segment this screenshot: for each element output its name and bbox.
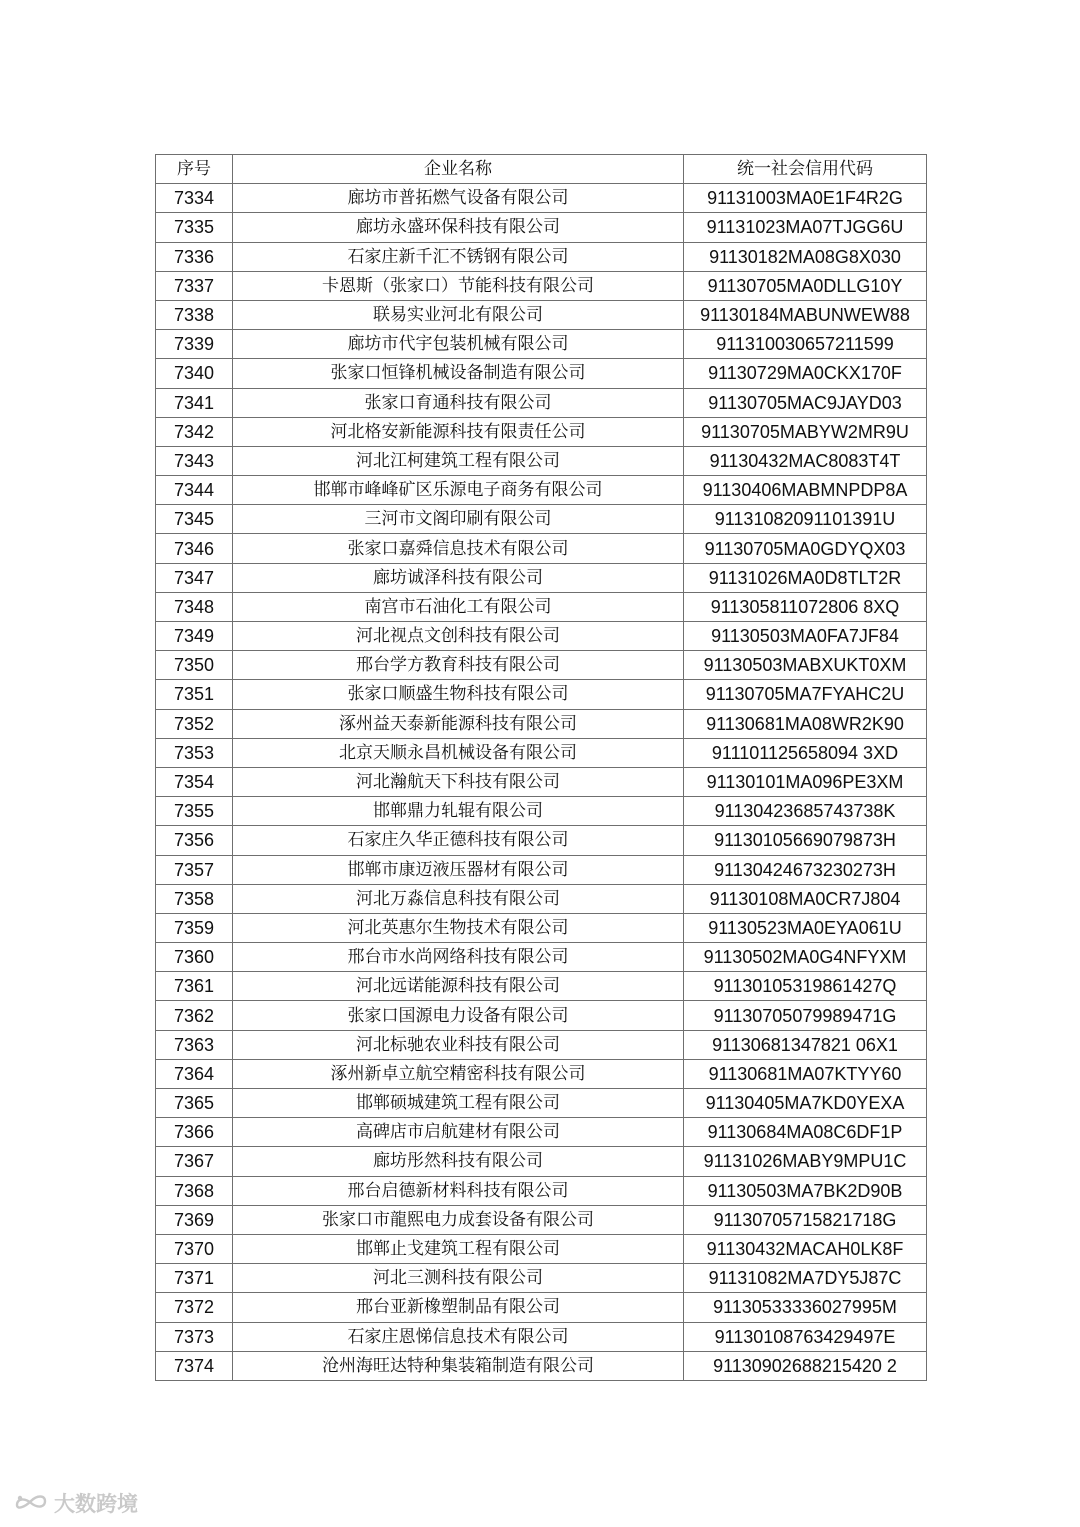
row-credit-code: 91131026MABY9MPU1C: [684, 1147, 927, 1176]
table-row: [156, 271, 927, 300]
row-seq: 7335: [156, 213, 233, 242]
row-credit-code: 91130902688215420 2: [684, 1351, 927, 1380]
watermark-text: 大数跨境: [54, 1492, 138, 1516]
row-seq: 7360: [156, 943, 233, 972]
table-header-row: [156, 155, 927, 184]
row-seq: 7369: [156, 1205, 233, 1234]
row-company-name: 河北格安新能源科技有限责任公司: [233, 417, 684, 446]
row-company-name: 三河市文阁印刷有限公司: [233, 505, 684, 534]
row-credit-code: 91130705MA0GDYQX03: [684, 534, 927, 563]
row-seq: 7361: [156, 972, 233, 1001]
row-seq: 7336: [156, 242, 233, 271]
company-table: [155, 154, 927, 1381]
row-company-name: 河北瀚航天下科技有限公司: [233, 767, 684, 796]
header-company-name: 企业名称: [233, 155, 684, 184]
header-credit-code: 统一社会信用代码: [684, 155, 927, 184]
row-credit-code: 911305811072806 8XQ: [684, 592, 927, 621]
row-credit-code: 91131026MA0D8TLT2R: [684, 563, 927, 592]
row-company-name: 沧州海旺达特种集装箱制造有限公司: [233, 1351, 684, 1380]
row-credit-code: 911310030657211599: [684, 330, 927, 359]
table-row: [156, 884, 927, 913]
table-row: [156, 446, 927, 475]
row-credit-code: 91130432MAC8083T4T: [684, 446, 927, 475]
table-row: [156, 1205, 927, 1234]
row-company-name: 河北英惠尔生物技术有限公司: [233, 913, 684, 942]
row-seq: 7374: [156, 1351, 233, 1380]
row-seq: 7341: [156, 388, 233, 417]
row-credit-code: 91130503MA7BK2D90B: [684, 1176, 927, 1205]
table-row: [156, 1176, 927, 1205]
header-seq: 序号: [156, 155, 233, 184]
row-credit-code: 91130705MA0DLLG10Y: [684, 271, 927, 300]
row-seq: 7339: [156, 330, 233, 359]
table-row: [156, 300, 927, 329]
row-company-name: 张家口恒锋机械设备制造有限公司: [233, 359, 684, 388]
row-seq: 7364: [156, 1059, 233, 1088]
row-seq: 7372: [156, 1293, 233, 1322]
table-row: [156, 242, 927, 271]
row-company-name: 河北标驰农业科技有限公司: [233, 1030, 684, 1059]
table-row: [156, 1234, 927, 1263]
row-credit-code: 91130681347821 06X1: [684, 1030, 927, 1059]
row-company-name: 廊坊永盛环保科技有限公司: [233, 213, 684, 242]
row-seq: 7354: [156, 767, 233, 796]
row-company-name: 联易实业河北有限公司: [233, 300, 684, 329]
row-seq: 7338: [156, 300, 233, 329]
table-row: [156, 680, 927, 709]
row-credit-code: 91130108MA0CR7J804: [684, 884, 927, 913]
infinity-logo-icon: [14, 1492, 48, 1514]
row-seq: 7355: [156, 797, 233, 826]
row-company-name: 邯郸止戈建筑工程有限公司: [233, 1234, 684, 1263]
table-row: [156, 505, 927, 534]
row-seq: 7367: [156, 1147, 233, 1176]
row-seq: 7345: [156, 505, 233, 534]
table-row: [156, 534, 927, 563]
row-company-name: 河北江柯建筑工程有限公司: [233, 446, 684, 475]
row-seq: 7371: [156, 1264, 233, 1293]
row-seq: 7359: [156, 913, 233, 942]
row-seq: 7368: [156, 1176, 233, 1205]
row-seq: 7365: [156, 1089, 233, 1118]
row-company-name: 河北万淼信息科技有限公司: [233, 884, 684, 913]
row-credit-code: 91130105669079873H: [684, 826, 927, 855]
row-seq: 7366: [156, 1118, 233, 1147]
row-seq: 7362: [156, 1001, 233, 1030]
row-seq: 7351: [156, 680, 233, 709]
row-company-name: 河北视点文创科技有限公司: [233, 622, 684, 651]
table-row: [156, 943, 927, 972]
row-credit-code: 91130729MA0CKX170F: [684, 359, 927, 388]
row-credit-code: 91130705MA7FYAHC2U: [684, 680, 927, 709]
row-company-name: 邯郸市康迈液压器材有限公司: [233, 855, 684, 884]
row-seq: 7352: [156, 709, 233, 738]
row-credit-code: 91130424673230273H: [684, 855, 927, 884]
row-company-name: 邢台亚新橡塑制品有限公司: [233, 1293, 684, 1322]
row-credit-code: 91130405MA7KD0YEXA: [684, 1089, 927, 1118]
row-company-name: 涿州新卓立航空精密科技有限公司: [233, 1059, 684, 1088]
table-row: [156, 330, 927, 359]
row-seq: 7356: [156, 826, 233, 855]
table-row: [156, 388, 927, 417]
row-company-name: 张家口嘉舜信息技术有限公司: [233, 534, 684, 563]
row-credit-code: 91131082MA7DY5J87C: [684, 1264, 927, 1293]
row-seq: 7340: [156, 359, 233, 388]
row-credit-code: 91130705715821718G: [684, 1205, 927, 1234]
table-row: [156, 1089, 927, 1118]
row-company-name: 张家口国源电力设备有限公司: [233, 1001, 684, 1030]
table-row: [156, 797, 927, 826]
row-credit-code: 91130503MABXUKT0XM: [684, 651, 927, 680]
table-row: [156, 738, 927, 767]
row-company-name: 邯郸鼎力轧辊有限公司: [233, 797, 684, 826]
row-company-name: 廊坊市代宇包装机械有限公司: [233, 330, 684, 359]
row-credit-code: 91130101MA096PE3XM: [684, 767, 927, 796]
table-row: [156, 855, 927, 884]
table-row: [156, 651, 927, 680]
row-credit-code: 91131023MA07TJGG6U: [684, 213, 927, 242]
table-row: [156, 359, 927, 388]
row-credit-code: 91130108763429497E: [684, 1322, 927, 1351]
row-seq: 7337: [156, 271, 233, 300]
row-company-name: 河北三测科技有限公司: [233, 1264, 684, 1293]
row-credit-code: 91130705MABYW2MR9U: [684, 417, 927, 446]
table-row: [156, 592, 927, 621]
table-row: [156, 1293, 927, 1322]
row-company-name: 张家口市龍熙电力成套设备有限公司: [233, 1205, 684, 1234]
table-row: [156, 913, 927, 942]
row-seq: 7342: [156, 417, 233, 446]
row-company-name: 廊坊诚泽科技有限公司: [233, 563, 684, 592]
row-company-name: 邢台启德新材料科技有限公司: [233, 1176, 684, 1205]
row-credit-code: 91130406MABMNPDP8A: [684, 476, 927, 505]
row-company-name: 廊坊彤然科技有限公司: [233, 1147, 684, 1176]
row-seq: 7343: [156, 446, 233, 475]
row-credit-code: 91130105319861427Q: [684, 972, 927, 1001]
row-credit-code: 91130684MA08C6DF1P: [684, 1118, 927, 1147]
row-credit-code: 91130533336027995M: [684, 1293, 927, 1322]
table-row: [156, 1030, 927, 1059]
table-row: [156, 184, 927, 213]
table-body: [156, 184, 927, 1381]
row-company-name: 石家庄新千汇不锈钢有限公司: [233, 242, 684, 271]
row-credit-code: 91130423685743738K: [684, 797, 927, 826]
table-row: [156, 826, 927, 855]
row-company-name: 邯郸硕城建筑工程有限公司: [233, 1089, 684, 1118]
table-row: [156, 1351, 927, 1380]
row-seq: 7373: [156, 1322, 233, 1351]
row-credit-code: 91130681MA07KTYY60: [684, 1059, 927, 1088]
row-seq: 7350: [156, 651, 233, 680]
row-seq: 7347: [156, 563, 233, 592]
row-credit-code: 911101125658094 3XD: [684, 738, 927, 767]
row-credit-code: 91131003MA0E1F4R2G: [684, 184, 927, 213]
table-row: [156, 709, 927, 738]
row-seq: 7346: [156, 534, 233, 563]
row-seq: 7353: [156, 738, 233, 767]
table-row: [156, 1059, 927, 1088]
row-company-name: 南宫市石油化工有限公司: [233, 592, 684, 621]
table-row: [156, 767, 927, 796]
row-company-name: 张家口育通科技有限公司: [233, 388, 684, 417]
row-credit-code: 91130681MA08WR2K90: [684, 709, 927, 738]
table-row: [156, 1264, 927, 1293]
row-company-name: 张家口顺盛生物科技有限公司: [233, 680, 684, 709]
row-credit-code: 91130432MACAH0LK8F: [684, 1234, 927, 1263]
row-seq: 7370: [156, 1234, 233, 1263]
table-row: [156, 476, 927, 505]
row-seq: 7344: [156, 476, 233, 505]
row-company-name: 廊坊市普拓燃气设备有限公司: [233, 184, 684, 213]
row-seq: 7363: [156, 1030, 233, 1059]
row-credit-code: 91130705079989471G: [684, 1001, 927, 1030]
table-row: [156, 1147, 927, 1176]
table-row: [156, 563, 927, 592]
row-company-name: 邢台学方教育科技有限公司: [233, 651, 684, 680]
row-seq: 7348: [156, 592, 233, 621]
row-company-name: 涿州益天泰新能源科技有限公司: [233, 709, 684, 738]
row-seq: 7357: [156, 855, 233, 884]
table-row: [156, 417, 927, 446]
table-row: [156, 213, 927, 242]
table-row: [156, 1322, 927, 1351]
row-company-name: 石家庄恩悌信息技术有限公司: [233, 1322, 684, 1351]
row-credit-code: 91130184MABUNWEW88: [684, 300, 927, 329]
row-credit-code: 91130523MA0EYA061U: [684, 913, 927, 942]
row-credit-code: 91130182MA08G8X030: [684, 242, 927, 271]
row-company-name: 邢台市水尚网络科技有限公司: [233, 943, 684, 972]
row-seq: 7334: [156, 184, 233, 213]
row-company-name: 邯郸市峰峰矿区乐源电子商务有限公司: [233, 476, 684, 505]
row-company-name: 河北远诺能源科技有限公司: [233, 972, 684, 1001]
table-row: [156, 1001, 927, 1030]
row-credit-code: 91130502MA0G4NFYXM: [684, 943, 927, 972]
row-company-name: 北京天顺永昌机械设备有限公司: [233, 738, 684, 767]
table-row: [156, 972, 927, 1001]
table-row: [156, 622, 927, 651]
row-credit-code: 91130503MA0FA7JF84: [684, 622, 927, 651]
table-row: [156, 1118, 927, 1147]
row-company-name: 石家庄久华正德科技有限公司: [233, 826, 684, 855]
row-company-name: 卡恩斯（张家口）节能科技有限公司: [233, 271, 684, 300]
watermark: [14, 1488, 138, 1518]
row-credit-code: 91130705MAC9JAYD03: [684, 388, 927, 417]
row-company-name: 高碑店市启航建材有限公司: [233, 1118, 684, 1147]
row-seq: 7358: [156, 884, 233, 913]
row-seq: 7349: [156, 622, 233, 651]
row-credit-code: 91131082091101391U: [684, 505, 927, 534]
company-list-sheet: [155, 154, 926, 1381]
